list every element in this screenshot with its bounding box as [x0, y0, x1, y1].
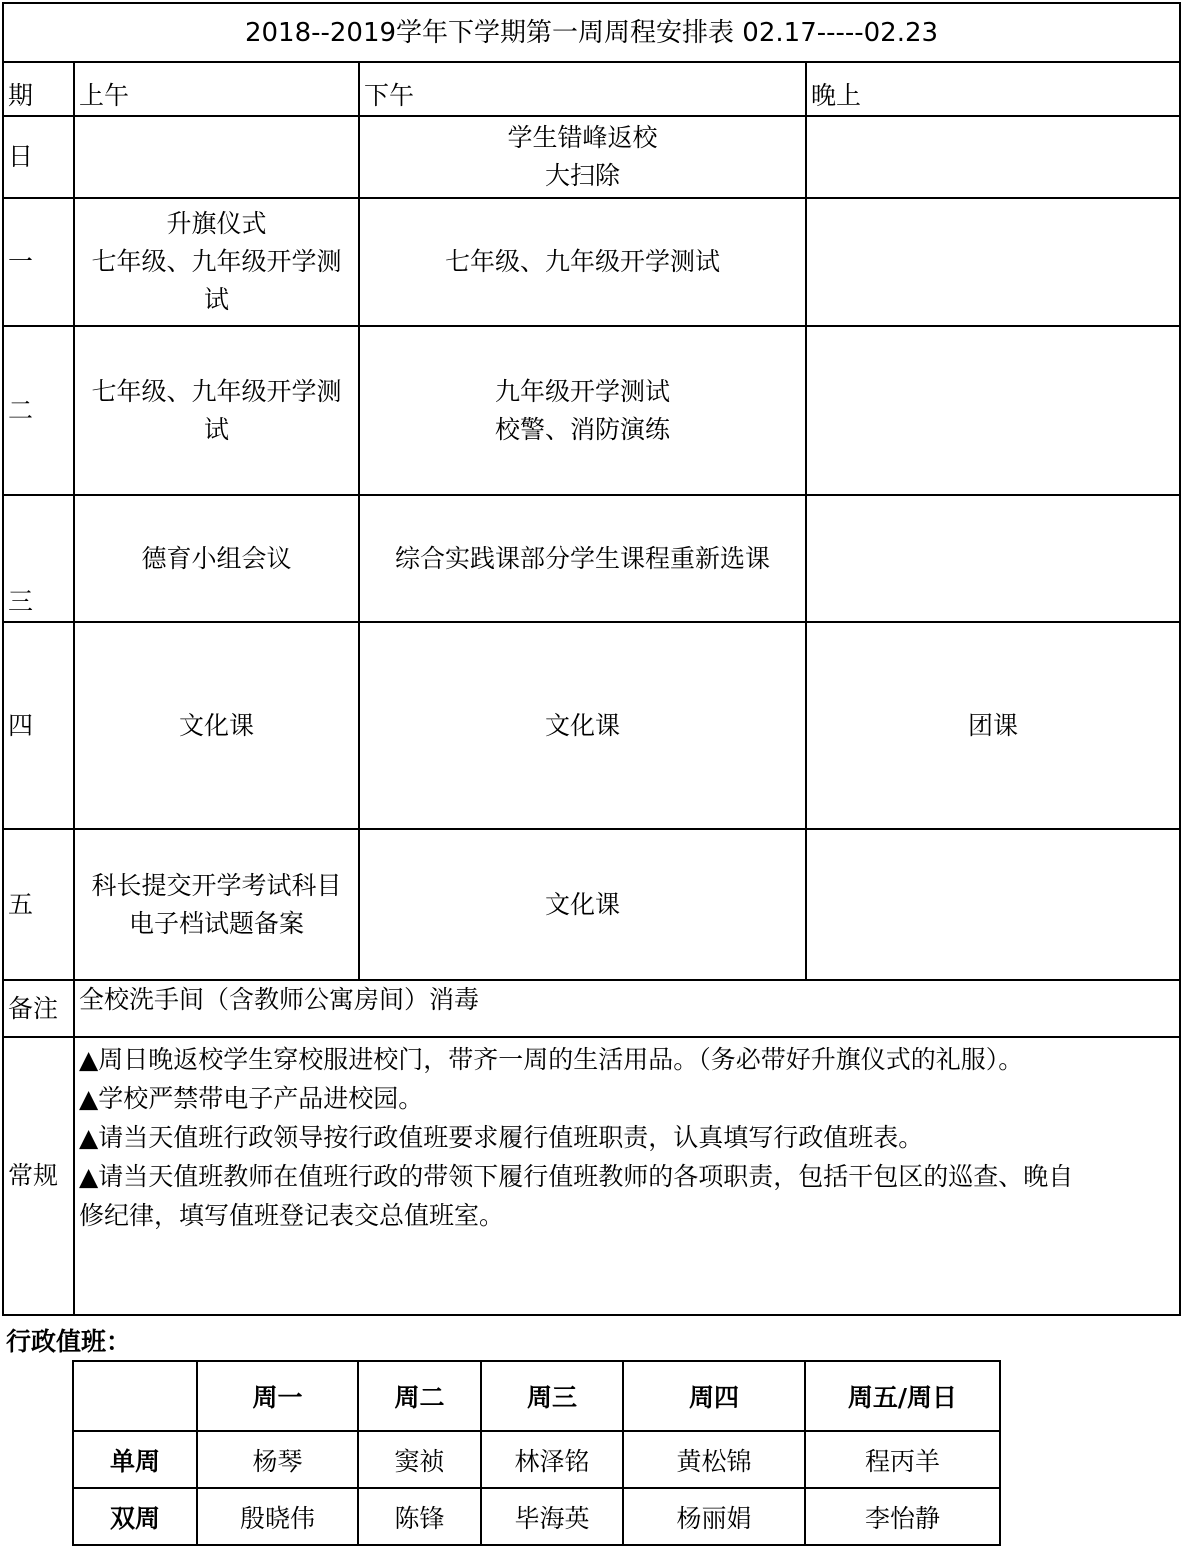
duty-name: 林泽铭: [481, 1431, 623, 1488]
morning-cell: 科长提交开学考试科目 电子档试题备案: [74, 829, 359, 980]
day-label: 日: [3, 116, 74, 198]
rule-line: 修纪律，填写值班登记表交总值班室。: [79, 1201, 505, 1230]
rule-line: ▲请当天值班教师在值班行政的带领下履行值班教师的各项职责，包括干包区的巡查、晚自: [79, 1162, 1074, 1191]
afternoon-cell: 文化课: [359, 829, 806, 980]
morning-cell: [74, 116, 359, 198]
duty-name: 黄松锦: [623, 1431, 805, 1488]
duty-header-empty: [73, 1361, 197, 1431]
day-label: 四: [3, 622, 74, 829]
afternoon-cell: 九年级开学测试 校警、消防演练: [359, 326, 806, 495]
duty-header-tue: 周二: [358, 1361, 481, 1431]
day-label: 三: [3, 495, 74, 622]
weekly-schedule-table: [2, 2, 1181, 1316]
afternoon-cell: 七年级、九年级开学测试: [359, 198, 806, 326]
duty-name: 李怡静: [805, 1488, 1000, 1545]
afternoon-cell: 文化课: [359, 622, 806, 829]
header-day: 期: [3, 62, 74, 116]
morning-cell: 升旗仪式 七年级、九年级开学测 试: [74, 198, 359, 326]
evening-cell: [806, 326, 1180, 495]
duty-name: 毕海英: [481, 1488, 623, 1545]
afternoon-cell: 学生错峰返校 大扫除: [359, 116, 806, 198]
duty-row-label: 单周: [73, 1431, 197, 1488]
duty-name: 杨丽娟: [623, 1488, 805, 1545]
admin-duty-title: 行政值班：: [6, 1327, 132, 1356]
evening-cell: [806, 495, 1180, 622]
header-evening: 晚上: [806, 62, 1180, 116]
evening-cell: [806, 198, 1180, 326]
day-label: 一: [3, 198, 74, 326]
day-label: 二: [3, 326, 74, 495]
day-label: 五: [3, 829, 74, 980]
evening-cell: [806, 116, 1180, 198]
header-morning: 上午: [74, 62, 359, 116]
duty-name: 殷晓伟: [197, 1488, 358, 1545]
evening-cell: [806, 829, 1180, 980]
admin-duty-table: [72, 1360, 1001, 1546]
rules-text: [74, 1037, 1180, 1315]
morning-cell: 七年级、九年级开学测 试: [74, 326, 359, 495]
duty-name: 陈锋: [358, 1488, 481, 1545]
duty-header-mon: 周一: [197, 1361, 358, 1431]
rule-line: ▲学校严禁带电子产品进校园。: [79, 1084, 424, 1113]
morning-cell: 德育小组会议: [74, 495, 359, 622]
duty-header-fri-sun: 周五/周日: [805, 1361, 1000, 1431]
duty-header-thu: 周四: [623, 1361, 805, 1431]
duty-name: 窦祯: [358, 1431, 481, 1488]
notes-label: 备注: [3, 980, 74, 1037]
afternoon-cell: 综合实践课部分学生课程重新选课: [359, 495, 806, 622]
morning-cell: 文化课: [74, 622, 359, 829]
duty-header-wed: 周三: [481, 1361, 623, 1431]
duty-name: 程丙羊: [805, 1431, 1000, 1488]
duty-row-label: 双周: [73, 1488, 197, 1545]
rule-line: ▲周日晚返校学生穿校服进校门，带齐一周的生活用品。（务必带好升旗仪式的礼服）。: [79, 1045, 1024, 1074]
duty-name: 杨琴: [197, 1431, 358, 1488]
rules-label: 常规: [3, 1037, 74, 1315]
rule-line: ▲请当天值班行政领导按行政值班要求履行值班职责，认真填写行政值班表。: [79, 1123, 924, 1152]
evening-cell: 团课: [806, 622, 1180, 829]
header-afternoon: 下午: [359, 62, 806, 116]
notes-text: 全校洗手间（含教师公寓房间）消毒: [74, 980, 1180, 1037]
schedule-title: 2018--2019学年下学期第一周周程安排表 02.17-----02.23: [3, 3, 1180, 62]
